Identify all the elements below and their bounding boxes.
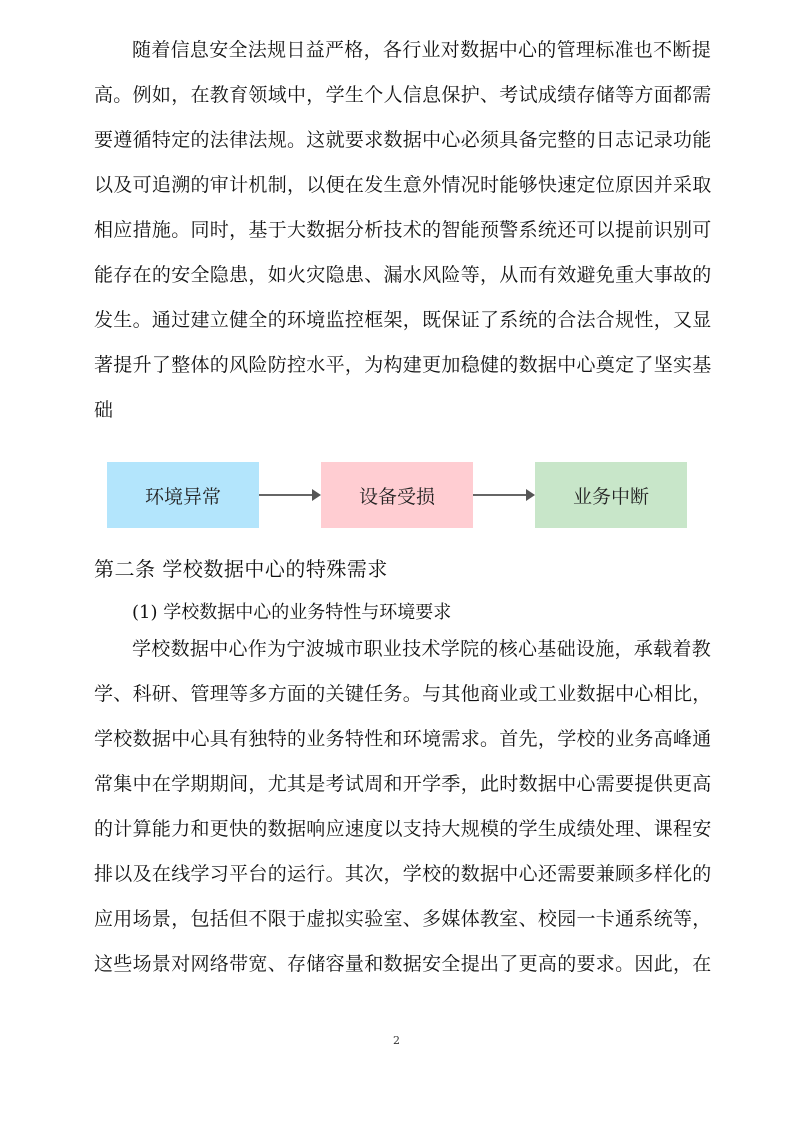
arrow-1 xyxy=(259,494,319,496)
node-environment-anomaly: 环境异常 xyxy=(107,462,259,528)
text-line: 以及可追溯的审计机制，以便在发生意外情况时能够快速定位原因并采取 xyxy=(94,174,712,196)
text-line: 要遵循特定的法律法规。这就要求数据中心必须具备完整的日志记录功能 xyxy=(94,129,712,151)
text-line: 相应措施。同时，基于大数据分析技术的智能预警系统还可以提前识别可 xyxy=(94,219,712,241)
text-line: 的计算能力和更快的数据响应速度以支持大规模的学生成绩处理、课程安 xyxy=(94,818,712,840)
text-line: 应用场景，包括但不限于虚拟实验室、多媒体教室、校园一卡通系统等， xyxy=(94,908,712,930)
text-line: 这些场景对网络带宽、存储容量和数据安全提出了更高的要求。因此，在 xyxy=(94,953,712,975)
text-line: 著提升了整体的风险防控水平，为构建更加稳健的数据中心奠定了坚实基 xyxy=(94,354,712,376)
text-line: 学校数据中心作为宁波城市职业技术学院的核心基础设施，承载着教 xyxy=(132,638,712,660)
page-number: 2 xyxy=(393,1034,400,1047)
text-line: 学校数据中心具有独特的业务特性和环境需求。首先，学校的业务高峰通 xyxy=(94,728,712,750)
subsection-heading: (1) 学校数据中心的业务特性与环境要求 xyxy=(132,602,452,623)
node-equipment-damage: 设备受损 xyxy=(321,462,473,528)
text-line: 发生。通过建立健全的环境监控框架，既保证了系统的合法合规性，又显 xyxy=(94,309,712,331)
text-line: 础 xyxy=(94,399,114,421)
text-line: 常集中在学期期间，尤其是考试周和开学季，此时数据中心需要提供更高 xyxy=(94,773,712,795)
text-line: 学、科研、管理等多方面的关键任务。与其他商业或工业数据中心相比， xyxy=(94,683,712,705)
section-heading: 第二条 学校数据中心的特殊需求 xyxy=(94,557,388,581)
text-line: 能存在的安全隐患，如火灾隐患、漏水风险等，从而有效避免重大事故的 xyxy=(94,264,712,286)
text-line: 排以及在线学习平台的运行。其次，学校的数据中心还需要兼顾多样化的 xyxy=(94,863,712,885)
text-line: 高。例如，在教育领域中，学生个人信息保护、考试成绩存储等方面都需 xyxy=(94,84,712,106)
text-line: 随着信息安全法规日益严格，各行业对数据中心的管理标准也不断提 xyxy=(132,39,712,61)
arrow-2 xyxy=(473,494,533,496)
node-business-interruption: 业务中断 xyxy=(535,462,687,528)
